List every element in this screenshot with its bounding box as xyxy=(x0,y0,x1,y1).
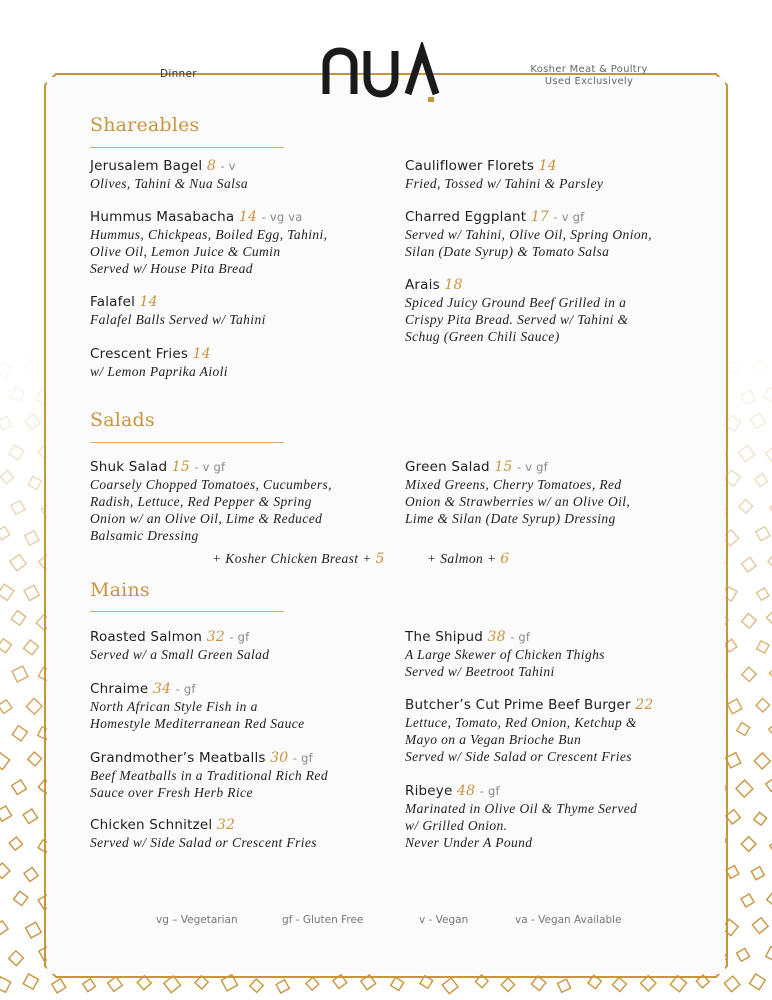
menu-item xyxy=(90,345,380,380)
pattern-diamond xyxy=(0,584,14,600)
section-title-shareables: Shareables xyxy=(90,114,200,136)
menu-item xyxy=(90,157,380,192)
menu-item xyxy=(90,628,380,663)
pattern-diamond xyxy=(9,445,24,460)
meal-label: Dinner xyxy=(160,68,197,80)
salad-addon-salmon: + Salmon + 6 xyxy=(427,551,510,567)
item-name: Hummus Masabacha xyxy=(90,209,235,225)
kosher-notice-line1: Kosher Meat & Poultry xyxy=(530,64,648,75)
menu-item xyxy=(405,696,695,765)
pattern-diamond xyxy=(9,837,22,850)
pattern-diamond xyxy=(756,527,770,541)
section-divider xyxy=(90,611,284,612)
legend-vegetarian: vg – Vegetarian xyxy=(156,914,238,926)
item-price: 32 xyxy=(216,817,236,833)
item-price: 15 xyxy=(494,459,513,475)
item-description: Served w/ Tahini, Olive Oil, Spring Onion, Silan (Date Syrup) & Tomato Salsa xyxy=(405,227,652,259)
item-diet-tags: - gf xyxy=(175,682,196,696)
item-price: 32 xyxy=(206,629,225,645)
pattern-diamond xyxy=(28,752,42,766)
pattern-diamond xyxy=(14,891,28,905)
pattern-diamond xyxy=(11,611,26,626)
pattern-diamond xyxy=(738,445,754,461)
item-description: North African Style Fish in a Homestyle Mediterranean Red Sauce xyxy=(90,699,305,731)
pattern-diamond xyxy=(10,554,26,570)
item-name: Chraime xyxy=(90,681,149,697)
addon-price: 6 xyxy=(500,551,510,567)
nua-logo xyxy=(318,42,448,104)
pattern-diamond xyxy=(768,553,772,569)
pattern-diamond xyxy=(767,611,772,625)
item-price: 22 xyxy=(635,697,654,713)
pattern-diamond xyxy=(0,700,12,714)
item-price: 14 xyxy=(139,294,158,310)
item-name: Shuk Salad xyxy=(90,459,168,475)
legend-gluten-free: gf - Gluten Free xyxy=(282,914,364,926)
pattern-diamond xyxy=(26,922,42,938)
pattern-diamond xyxy=(0,417,11,430)
pattern-diamond xyxy=(741,894,754,907)
pattern-diamond xyxy=(25,531,39,545)
pattern-diamond xyxy=(52,979,66,993)
pattern-diamond xyxy=(12,726,27,741)
pattern-diamond xyxy=(108,977,123,992)
pattern-diamond xyxy=(0,921,8,935)
item-description: Olives, Tahini & Nua Salsa xyxy=(90,176,249,191)
menu-item xyxy=(90,749,380,801)
pattern-diamond xyxy=(391,977,404,990)
pattern-diamond xyxy=(726,866,739,879)
item-description: Fried, Tossed w/ Tahini & Parsley xyxy=(405,176,604,191)
pattern-diamond xyxy=(766,947,772,962)
pattern-diamond xyxy=(766,779,772,792)
pattern-diamond xyxy=(752,918,768,934)
legend-vegan-available: va - Vegan Available xyxy=(515,914,622,926)
pattern-diamond xyxy=(740,336,753,349)
pattern-diamond xyxy=(531,976,546,991)
pattern-diamond xyxy=(750,413,765,428)
menu-item xyxy=(405,628,695,680)
pattern-diamond xyxy=(306,977,319,990)
section-title-mains: Mains xyxy=(90,579,150,601)
pattern-diamond xyxy=(25,414,40,429)
item-description: Spiced Juicy Ground Beef Grilled in a Crispy Pita Bread. Served w/ Tahini & Schug (Green Chili Sauce) xyxy=(405,295,629,344)
kosher-notice-line2: Used Exclusively xyxy=(544,76,634,87)
item-name: Jerusalem Bagel xyxy=(90,158,203,174)
item-price: 34 xyxy=(152,681,172,697)
pattern-diamond xyxy=(0,977,11,992)
pattern-diamond xyxy=(753,359,767,373)
pattern-diamond xyxy=(0,362,12,378)
menu-item xyxy=(405,276,695,345)
pattern-diamond xyxy=(83,979,96,992)
item-price: 14 xyxy=(192,346,211,362)
item-price: 14 xyxy=(238,209,258,225)
pattern-diamond xyxy=(757,588,769,600)
item-name: Grandmother’s Meatballs xyxy=(90,750,266,766)
pattern-diamond xyxy=(766,446,772,462)
pattern-diamond xyxy=(26,698,42,714)
pattern-diamond xyxy=(754,753,770,769)
pattern-diamond xyxy=(754,812,767,825)
item-name: Roasted Salmon xyxy=(90,629,203,645)
legend-vegan: v - Vegan xyxy=(419,914,469,926)
item-price: 8 xyxy=(206,158,216,174)
item-price: 17 xyxy=(530,209,550,225)
item-price: 14 xyxy=(538,158,557,174)
item-description: Hummus, Chickpeas, Boiled Egg, Tahini, Olive Oil, Lemon Juice & Cumin Served w/ House Pita Bread xyxy=(90,227,328,276)
pattern-diamond xyxy=(756,698,770,712)
menu-item xyxy=(405,157,695,192)
pattern-diamond xyxy=(727,699,742,714)
pattern-diamond xyxy=(164,976,181,993)
pattern-diamond xyxy=(23,974,38,989)
menu-item xyxy=(405,208,695,260)
pattern-diamond xyxy=(767,891,772,906)
addon-price: 5 xyxy=(375,551,385,567)
item-diet-tags: - v gf xyxy=(517,460,548,474)
pattern-diamond xyxy=(11,388,25,402)
pattern-diamond xyxy=(0,526,10,539)
item-name: Falafel xyxy=(90,294,136,310)
pattern-diamond xyxy=(442,978,458,994)
section-title-salads: Salads xyxy=(90,409,155,431)
pattern-diamond xyxy=(0,639,12,653)
pattern-diamond xyxy=(0,863,10,878)
pattern-diamond xyxy=(9,951,24,966)
item-name: Charred Eggplant xyxy=(405,209,527,225)
pattern-diamond xyxy=(741,390,756,405)
item-diet-tags: - vg va xyxy=(261,210,303,224)
menu-item xyxy=(90,208,380,277)
salad-addon-chicken: + Kosher Chicken Breast + 5 xyxy=(212,551,385,567)
pattern-diamond xyxy=(28,476,41,489)
item-description: Mixed Greens, Cherry Tomatoes, Red Onion & Strawberries w/ an Olive Oil, Lime & Silan (Date Syrup) Dressing xyxy=(405,477,631,526)
pattern-diamond xyxy=(742,557,757,572)
pattern-diamond xyxy=(0,470,13,483)
item-description: w/ Lemon Paprika Aioli xyxy=(90,364,228,379)
pattern-diamond xyxy=(749,974,765,990)
item-price: 18 xyxy=(444,277,463,293)
item-description: Coarsely Chopped Tomatoes, Cucumbers, Radish, Lettuce, Red Pepper & Spring Onion w/ an Olive Oil, Lime & Reduced Balsamic Dressing xyxy=(90,477,332,543)
item-description: Falafel Balls Served w/ Tahini xyxy=(90,312,266,327)
pattern-diamond xyxy=(501,978,514,991)
pattern-diamond xyxy=(755,474,768,487)
item-description: A Large Skewer of Chicken Thighs Served w/ Beetroot Tahini xyxy=(405,647,605,679)
pattern-diamond xyxy=(23,809,38,824)
pattern-diamond xyxy=(276,980,289,993)
pattern-diamond xyxy=(24,867,38,881)
item-diet-tags: - gf xyxy=(479,784,500,798)
pattern-diamond xyxy=(250,979,263,992)
item-price: 38 xyxy=(487,629,506,645)
pattern-diamond xyxy=(24,585,39,600)
item-price: 30 xyxy=(270,750,289,766)
item-diet-tags: - v gf xyxy=(194,460,226,474)
pattern-diamond xyxy=(739,500,753,514)
item-description: Beef Meatballs in a Traditional Rich Red Sauce over Fresh Herb Rice xyxy=(90,768,328,800)
menu-item xyxy=(90,680,380,732)
pattern-diamond xyxy=(737,948,750,961)
pattern-diamond xyxy=(741,837,756,852)
item-description: Served w/ a Small Green Salad xyxy=(90,647,270,662)
item-description: Marinated in Olive Oil & Thyme Served w/ Grilled Onion. Never Under A Pound xyxy=(405,801,638,850)
item-name: Arais xyxy=(405,277,440,293)
item-name: Crescent Fries xyxy=(90,346,189,362)
pattern-diamond xyxy=(612,977,626,991)
item-diet-tags: - gf xyxy=(510,630,531,644)
menu-item xyxy=(405,458,695,527)
kosher-notice xyxy=(520,64,658,88)
menu-item xyxy=(90,458,380,544)
item-diet-tags: - v xyxy=(220,159,236,173)
item-diet-tags: - gf xyxy=(292,751,313,765)
menu-item xyxy=(90,293,380,328)
pattern-diamond xyxy=(0,806,12,821)
pattern-diamond xyxy=(724,976,740,992)
pattern-diamond xyxy=(742,667,756,681)
item-description: Lettuce, Tomato, Red Onion, Ketchup & Mayo on a Vegan Brioche Bun Served w/ Side Salad or Crescent Fries xyxy=(405,715,637,764)
pattern-diamond xyxy=(737,723,750,736)
pattern-diamond xyxy=(24,640,39,655)
pattern-diamond xyxy=(12,780,27,795)
item-name: Chicken Schnitzel xyxy=(90,817,213,833)
item-name: Cauliflower Florets xyxy=(405,158,535,174)
section-divider xyxy=(90,147,284,148)
pattern-diamond xyxy=(764,388,772,403)
item-name: Butcher’s Cut Prime Beef Burger xyxy=(405,697,631,713)
pattern-diamond xyxy=(25,358,39,372)
pattern-diamond xyxy=(757,641,769,653)
pattern-diamond xyxy=(558,979,571,992)
pattern-diamond xyxy=(12,666,28,682)
menu-item xyxy=(405,782,695,851)
item-name: Ribeye xyxy=(405,783,453,799)
item-description: Served w/ Side Salad or Crescent Fries xyxy=(90,835,317,850)
pattern-diamond xyxy=(728,362,741,375)
menu-item xyxy=(90,816,380,851)
pattern-diamond xyxy=(736,780,753,797)
pattern-diamond xyxy=(742,614,757,629)
section-divider xyxy=(90,442,284,443)
item-diet-tags: - gf xyxy=(229,630,250,644)
item-name: Green Salad xyxy=(405,459,490,475)
item-price: 48 xyxy=(457,783,476,799)
pattern-diamond xyxy=(751,867,764,880)
pattern-diamond xyxy=(0,753,10,770)
item-name: The Shipud xyxy=(405,629,483,645)
item-diet-tags: - v gf xyxy=(553,210,585,224)
item-price: 15 xyxy=(171,459,190,475)
pattern-diamond xyxy=(11,500,25,514)
